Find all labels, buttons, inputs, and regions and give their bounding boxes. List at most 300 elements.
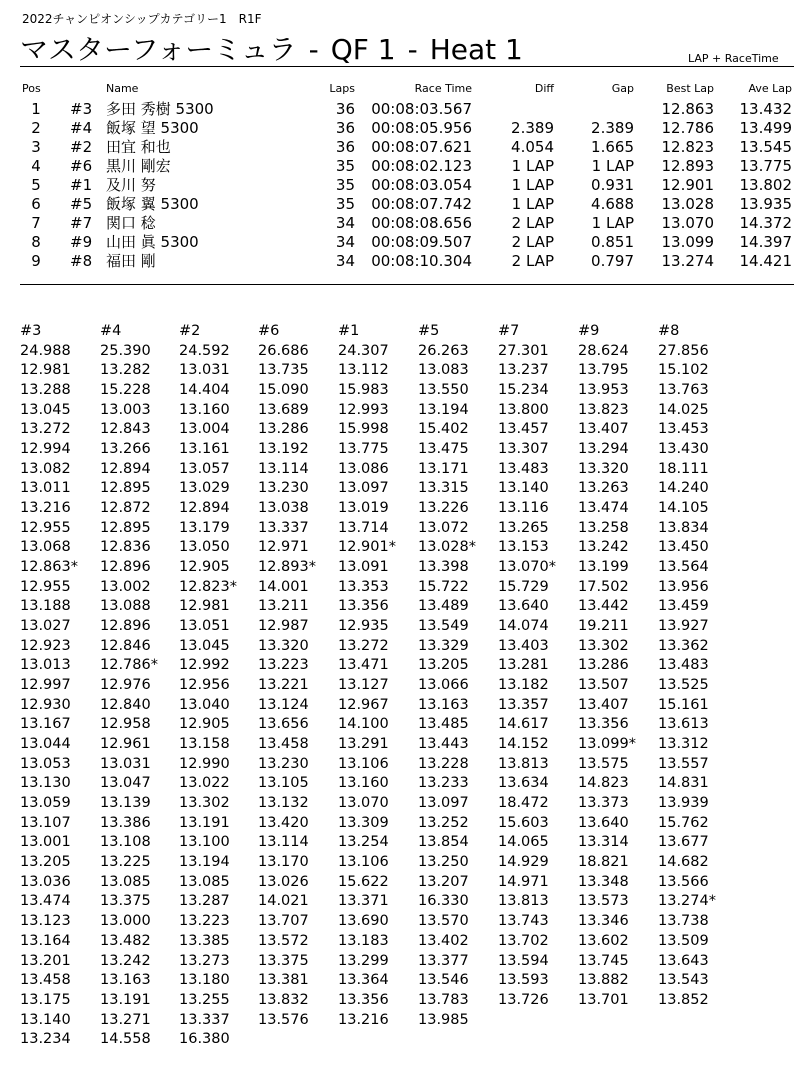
lap-column-car-number: #5: [418, 323, 440, 339]
lap-time: 13.182: [498, 677, 549, 694]
lap-time: 13.211: [258, 598, 309, 615]
lap-time: 13.813: [498, 755, 549, 772]
lap-time: 13.640: [498, 598, 549, 615]
lap-time: 13.000: [100, 913, 151, 930]
lap-column: [258, 322, 338, 1030]
result-laps: 34: [335, 252, 355, 270]
lap-time: 12.930: [20, 696, 71, 713]
lap-time: 13.287: [179, 893, 230, 910]
result-diff: 2 LAP: [511, 214, 554, 232]
lap-time: 12.901*: [338, 539, 396, 556]
lap-time: 13.483: [498, 460, 549, 477]
result-ave-lap: 13.545: [739, 138, 792, 156]
lap-time: 13.356: [338, 598, 389, 615]
lap-time: 13.272: [20, 421, 71, 438]
lap-time: 17.502: [578, 578, 629, 595]
lap-time: 13.320: [578, 460, 629, 477]
result-pos: 5: [31, 176, 41, 194]
result-row: [0, 119, 800, 138]
result-race-time: 00:08:03.567: [371, 100, 472, 118]
result-ave-lap: 14.397: [739, 233, 792, 251]
lap-time: 13.714: [338, 519, 389, 536]
lap-time: 13.442: [578, 598, 629, 615]
col-header-best-lap: Best Lap: [666, 82, 714, 95]
lap-time: 13.019: [338, 500, 389, 517]
lap-time: 12.993: [338, 401, 389, 418]
lap-time: 13.216: [20, 500, 71, 517]
lap-time: 12.967: [338, 696, 389, 713]
lap-time: 13.302: [179, 795, 230, 812]
lap-time: 13.068: [20, 539, 71, 556]
lap-time: 13.398: [418, 559, 469, 576]
lap-time: 13.593: [498, 972, 549, 989]
lap-time: 13.160: [338, 775, 389, 792]
result-gap: 1.665: [591, 138, 634, 156]
lap-column: [658, 322, 738, 1011]
lap-time: 13.273: [179, 952, 230, 969]
lap-time: 13.188: [20, 598, 71, 615]
lap-time: 15.722: [418, 578, 469, 595]
lap-time: 13.114: [258, 460, 309, 477]
lap-time: 13.471: [338, 657, 389, 674]
lap-time: 13.594: [498, 952, 549, 969]
lap-time: 13.430: [658, 441, 709, 458]
lap-time: 13.099*: [578, 736, 636, 753]
lap-time: 13.307: [498, 441, 549, 458]
lap-time: 12.894: [100, 460, 151, 477]
lap-time: 12.997: [20, 677, 71, 694]
lap-time: 12.935: [338, 618, 389, 635]
result-row: [0, 138, 800, 157]
lap-time: 13.001: [20, 834, 71, 851]
result-best-lap: 13.274: [661, 252, 714, 270]
lap-column-car-number: #1: [338, 323, 360, 339]
result-ave-lap: 13.935: [739, 195, 792, 213]
lap-time: 18.111: [658, 460, 709, 477]
lap-column-car-number: #8: [658, 323, 680, 339]
result-diff: 1 LAP: [511, 157, 554, 175]
lap-time: 13.164: [20, 932, 71, 949]
result-car-number: #4: [70, 119, 93, 137]
lap-time: 13.314: [578, 834, 629, 851]
result-pos: 9: [31, 252, 41, 270]
lap-time: 13.053: [20, 755, 71, 772]
result-row: [0, 176, 800, 195]
lap-time: 13.576: [258, 1011, 309, 1028]
lap-time: 13.489: [418, 598, 469, 615]
lap-time: 13.038: [258, 500, 309, 517]
lap-time: 14.240: [658, 480, 709, 497]
result-driver-name: 及川 努: [106, 176, 156, 194]
lap-time: 14.105: [658, 500, 709, 517]
result-diff: 2 LAP: [511, 252, 554, 270]
result-gap: 0.931: [591, 176, 634, 194]
col-header-pos: Pos: [22, 82, 41, 95]
lap-time: 13.385: [179, 932, 230, 949]
lap-time: 16.380: [179, 1031, 230, 1048]
lap-time: 13.013: [20, 657, 71, 674]
lap-time: 12.981: [20, 362, 71, 379]
lap-time: 15.161: [658, 696, 709, 713]
lap-time: 13.701: [578, 991, 629, 1008]
lap-time: 13.140: [20, 1011, 71, 1028]
lap-time: 14.001: [258, 578, 309, 595]
lap-time: 13.738: [658, 913, 709, 930]
result-pos: 3: [31, 138, 41, 156]
lap-time: 13.643: [658, 952, 709, 969]
result-diff: 1 LAP: [511, 176, 554, 194]
result-pos: 4: [31, 157, 41, 175]
lap-time: 14.404: [179, 382, 230, 399]
lap-time: 13.106: [338, 755, 389, 772]
lap-time: 13.357: [498, 696, 549, 713]
lap-time: 19.211: [578, 618, 629, 635]
lap-time: 15.622: [338, 873, 389, 890]
lap-time: 13.375: [100, 893, 151, 910]
lap-time: 15.090: [258, 382, 309, 399]
lap-time: 13.029: [179, 480, 230, 497]
lap-time: 13.353: [338, 578, 389, 595]
result-gap: 4.688: [591, 195, 634, 213]
result-race-time: 00:08:09.507: [371, 233, 472, 251]
result-gap: 0.851: [591, 233, 634, 251]
col-header-ave-lap: Ave Lap: [748, 82, 792, 95]
lap-time: 15.762: [658, 814, 709, 831]
lap-time: 13.201: [20, 952, 71, 969]
lap-time: 12.994: [20, 441, 71, 458]
result-car-number: #5: [70, 195, 93, 213]
lap-time: 13.557: [658, 755, 709, 772]
result-laps: 34: [335, 233, 355, 251]
lap-time: 13.265: [498, 519, 549, 536]
lap-time: 13.474: [20, 893, 71, 910]
col-header-race-time: Race Time: [414, 82, 472, 95]
lap-time: 13.044: [20, 736, 71, 753]
result-pos: 6: [31, 195, 41, 213]
result-ave-lap: 14.372: [739, 214, 792, 232]
lap-time: 12.895: [100, 519, 151, 536]
result-car-number: #6: [70, 157, 93, 175]
lap-time: 18.472: [498, 795, 549, 812]
lap-time: 13.045: [179, 637, 230, 654]
result-row: [0, 252, 800, 271]
lap-column: [338, 322, 418, 1030]
lap-time: 12.840: [100, 696, 151, 713]
lap-time: 13.051: [179, 618, 230, 635]
lap-time: 13.230: [258, 480, 309, 497]
lap-time: 14.074: [498, 618, 549, 635]
lap-time: 13.091: [338, 559, 389, 576]
lap-time: 13.105: [258, 775, 309, 792]
result-row: [0, 214, 800, 233]
lap-time: 13.403: [498, 637, 549, 654]
result-best-lap: 12.893: [661, 157, 714, 175]
lap-time: 13.656: [258, 716, 309, 733]
lap-time: 13.226: [418, 500, 469, 517]
result-pos: 8: [31, 233, 41, 251]
lap-time: 13.161: [179, 441, 230, 458]
results-body: [0, 100, 800, 271]
lap-time: 13.281: [498, 657, 549, 674]
lap-time: 12.992: [179, 657, 230, 674]
result-best-lap: 12.823: [661, 138, 714, 156]
title-session: QF 1: [330, 33, 396, 66]
lap-time: 13.003: [100, 401, 151, 418]
lap-time: 13.294: [578, 441, 629, 458]
lap-time: 13.171: [418, 460, 469, 477]
lap-time: 14.152: [498, 736, 549, 753]
lap-time: 13.315: [418, 480, 469, 497]
lap-time: 13.450: [658, 539, 709, 556]
header-divider: [20, 66, 794, 67]
lap-time: 14.831: [658, 775, 709, 792]
lap-time: 13.953: [578, 382, 629, 399]
lap-time: 14.025: [658, 401, 709, 418]
lap-time: 12.961: [100, 736, 151, 753]
lap-time: 13.286: [578, 657, 629, 674]
result-driver-name: 飯塚 翼 5300: [106, 195, 199, 213]
lap-time: 13.702: [498, 932, 549, 949]
result-ave-lap: 13.802: [739, 176, 792, 194]
lap-time: 13.160: [179, 401, 230, 418]
lap-time: 26.263: [418, 342, 469, 359]
lap-time: 12.836: [100, 539, 151, 556]
lap-time: 13.457: [498, 421, 549, 438]
lap-time: 13.167: [20, 716, 71, 733]
lap-time: 13.525: [658, 677, 709, 694]
result-driver-name: 山田 眞 5300: [106, 233, 199, 251]
lap-time: 13.234: [20, 1031, 71, 1048]
result-pos: 1: [31, 100, 41, 118]
lap-time: 13.985: [418, 1011, 469, 1028]
result-diff: 2.389: [511, 119, 554, 137]
lap-time: 13.250: [418, 854, 469, 871]
lap-time: 13.031: [100, 755, 151, 772]
result-row: [0, 100, 800, 119]
lap-time: 13.800: [498, 401, 549, 418]
lap-time: 12.872: [100, 500, 151, 517]
result-car-number: #1: [70, 176, 93, 194]
lap-time: 13.031: [179, 362, 230, 379]
lap-chart: [0, 322, 800, 1062]
lap-time: 13.813: [498, 893, 549, 910]
lap-time: 13.443: [418, 736, 469, 753]
lap-time: 13.086: [338, 460, 389, 477]
lap-time: 13.459: [658, 598, 709, 615]
lap-time: 13.180: [179, 972, 230, 989]
lap-time: 13.823: [578, 401, 629, 418]
lap-time: 13.130: [20, 775, 71, 792]
col-header-diff: Diff: [534, 82, 554, 95]
result-driver-name: 関口 稔: [106, 214, 156, 232]
result-race-time: 00:08:05.956: [371, 119, 472, 137]
result-car-number: #2: [70, 138, 93, 156]
lap-time: 13.036: [20, 873, 71, 890]
result-race-time: 00:08:03.054: [371, 176, 472, 194]
lap-time: 13.097: [338, 480, 389, 497]
lap-time: 13.745: [578, 952, 629, 969]
lap-time: 13.233: [418, 775, 469, 792]
result-ave-lap: 13.432: [739, 100, 792, 118]
lap-time: 13.228: [418, 755, 469, 772]
lap-column-car-number: #7: [498, 323, 520, 339]
lap-time: 14.682: [658, 854, 709, 871]
lap-column-car-number: #4: [100, 323, 122, 339]
lap-time: 13.939: [658, 795, 709, 812]
title-series: マスターフォーミュラ: [20, 33, 297, 66]
lap-time: 15.102: [658, 362, 709, 379]
lap-column: [578, 322, 658, 1011]
result-gap: 1 LAP: [591, 214, 634, 232]
col-header-name: Name: [106, 82, 139, 95]
lap-time: 13.613: [658, 716, 709, 733]
lap-time: 12.846: [100, 637, 151, 654]
lap-time: 13.407: [578, 421, 629, 438]
result-car-number: #9: [70, 233, 93, 251]
lap-time: 13.004: [179, 421, 230, 438]
lap-time: 13.602: [578, 932, 629, 949]
lap-time: 13.085: [100, 873, 151, 890]
result-laps: 36: [335, 119, 355, 137]
lap-time: 13.852: [658, 991, 709, 1008]
lap-time: 13.255: [179, 991, 230, 1008]
lap-time: 12.896: [100, 618, 151, 635]
lap-time: 13.237: [498, 362, 549, 379]
lap-time: 13.175: [20, 991, 71, 1008]
lap-time: 14.065: [498, 834, 549, 851]
result-race-time: 00:08:02.123: [371, 157, 472, 175]
lap-time: 13.027: [20, 618, 71, 635]
lap-time: 13.690: [338, 913, 389, 930]
lap-time: 13.163: [100, 972, 151, 989]
lap-time: 13.763: [658, 382, 709, 399]
lap-time: 13.272: [338, 637, 389, 654]
lap-type-label: LAP + RaceTime: [688, 52, 779, 65]
result-best-lap: 12.786: [661, 119, 714, 137]
lap-time: 15.998: [338, 421, 389, 438]
lap-time: 12.956: [179, 677, 230, 694]
lap-time: 14.100: [338, 716, 389, 733]
results-header-row: [0, 82, 800, 96]
lap-time: 13.127: [338, 677, 389, 694]
result-diff: 1 LAP: [511, 195, 554, 213]
lap-column-car-number: #9: [578, 323, 600, 339]
page-title: [20, 28, 523, 68]
lap-time: 13.356: [338, 991, 389, 1008]
lap-time: 27.856: [658, 342, 709, 359]
lap-time: 13.373: [578, 795, 629, 812]
lap-time: 13.564: [658, 559, 709, 576]
lap-time: 13.047: [100, 775, 151, 792]
lap-time: 13.458: [20, 972, 71, 989]
lap-time: 13.028*: [418, 539, 476, 556]
lap-time: 13.022: [179, 775, 230, 792]
lap-time: 13.114: [258, 834, 309, 851]
section-divider: [20, 284, 794, 285]
lap-time: 13.083: [418, 362, 469, 379]
lap-column-car-number: #3: [20, 323, 42, 339]
lap-time: 13.795: [578, 362, 629, 379]
lap-time: 14.021: [258, 893, 309, 910]
lap-column: [100, 322, 180, 1050]
lap-time: 13.832: [258, 991, 309, 1008]
result-best-lap: 12.863: [661, 100, 714, 118]
result-race-time: 00:08:10.304: [371, 252, 472, 270]
lap-time: 13.107: [20, 814, 71, 831]
lap-time: 13.775: [338, 441, 389, 458]
result-driver-name: 飯塚 望 5300: [106, 119, 199, 137]
lap-time: 12.786*: [100, 657, 158, 674]
lap-time: 13.082: [20, 460, 71, 477]
lap-column: [20, 322, 100, 1050]
lap-time: 13.057: [179, 460, 230, 477]
lap-time: 13.371: [338, 893, 389, 910]
lap-time: 13.088: [100, 598, 151, 615]
lap-time: 13.070*: [498, 559, 556, 576]
result-laps: 35: [335, 176, 355, 194]
result-laps: 34: [335, 214, 355, 232]
lap-time: 13.726: [498, 991, 549, 1008]
lap-time: 13.097: [418, 795, 469, 812]
lap-time: 12.843: [100, 421, 151, 438]
result-best-lap: 13.099: [661, 233, 714, 251]
lap-time: 13.402: [418, 932, 469, 949]
lap-time: 13.132: [258, 795, 309, 812]
lap-time: 13.274*: [658, 893, 716, 910]
lap-time: 13.183: [338, 932, 389, 949]
lap-time: 13.482: [100, 932, 151, 949]
lap-time: 12.896: [100, 559, 151, 576]
result-laps: 36: [335, 138, 355, 156]
lap-time: 13.158: [179, 736, 230, 753]
lap-time: 13.783: [418, 991, 469, 1008]
lap-time: 13.882: [578, 972, 629, 989]
result-race-time: 00:08:07.742: [371, 195, 472, 213]
lap-time: 13.386: [100, 814, 151, 831]
result-car-number: #8: [70, 252, 93, 270]
lap-time: 27.301: [498, 342, 549, 359]
result-gap: 1 LAP: [591, 157, 634, 175]
lap-time: 13.207: [418, 873, 469, 890]
result-laps: 35: [335, 195, 355, 213]
lap-time: 13.834: [658, 519, 709, 536]
result-diff: 4.054: [511, 138, 554, 156]
lap-time: 13.066: [418, 677, 469, 694]
lap-time: 13.216: [338, 1011, 389, 1028]
lap-time: 13.707: [258, 913, 309, 930]
lap-time: 13.509: [658, 932, 709, 949]
result-ave-lap: 13.775: [739, 157, 792, 175]
lap-time: 12.958: [100, 716, 151, 733]
lap-time: 13.170: [258, 854, 309, 871]
lap-time: 13.108: [100, 834, 151, 851]
lap-time: 13.266: [100, 441, 151, 458]
lap-time: 13.002: [100, 578, 151, 595]
lap-time: 13.453: [658, 421, 709, 438]
lap-time: 13.100: [179, 834, 230, 851]
lap-time: 13.112: [338, 362, 389, 379]
lap-time: 13.123: [20, 913, 71, 930]
lap-time: 12.971: [258, 539, 309, 556]
lap-time: 13.026: [258, 873, 309, 890]
col-header-laps: Laps: [329, 82, 355, 95]
result-ave-lap: 13.499: [739, 119, 792, 137]
lap-time: 15.983: [338, 382, 389, 399]
lap-time: 15.603: [498, 814, 549, 831]
lap-time: 14.823: [578, 775, 629, 792]
lap-time: 13.194: [179, 854, 230, 871]
result-driver-name: 福田 剛: [106, 252, 156, 270]
